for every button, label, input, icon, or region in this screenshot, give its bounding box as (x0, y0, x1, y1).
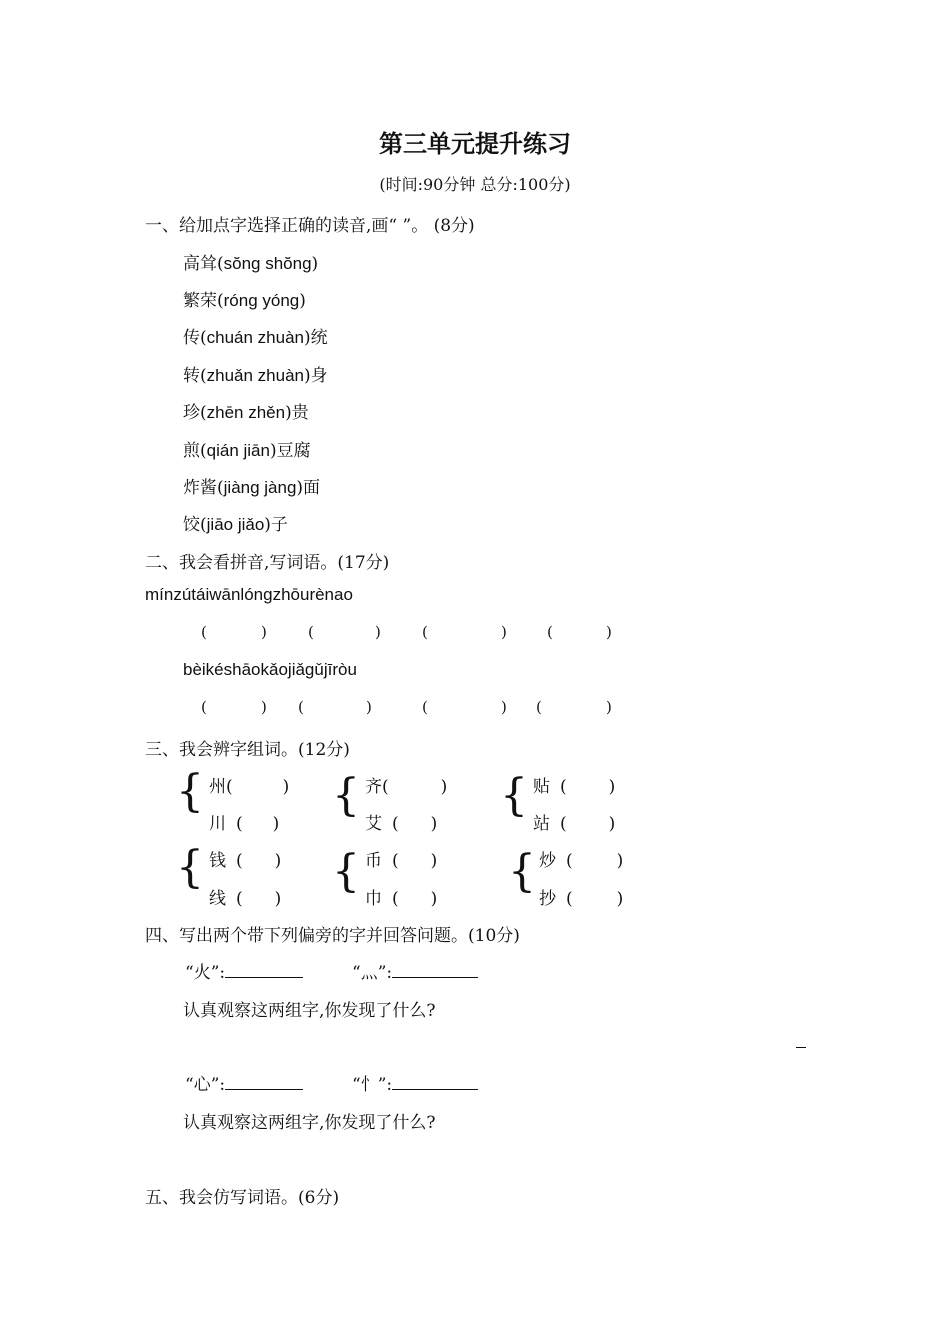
section-1-heading: 一、给加点字选择正确的读音,画“ ”。 (8分) (145, 216, 475, 236)
char-item: 艾 ( ) (365, 814, 438, 834)
char-item: 币 ( ) (365, 851, 438, 871)
pinyin-row-1: mínzútáiwānlóngzhōurènao (145, 585, 353, 604)
answer-paren-open: ( (298, 698, 304, 716)
char-item: 抄 ( ) (539, 889, 624, 909)
section-5-heading: 五、我会仿写词语。(6分) (145, 1188, 340, 1208)
radical-fire-prompt: “火”: (185, 958, 303, 983)
divider (796, 1047, 806, 1048)
answer-paren-close: ) (501, 623, 507, 641)
char-item: 线 ( ) (209, 889, 282, 909)
char-item: 川 ( ) (209, 814, 280, 834)
answer-paren-open: ( (547, 623, 553, 641)
answer-paren-open: ( (422, 698, 428, 716)
answer-line[interactable] (392, 1073, 478, 1090)
answer-paren-close: ) (366, 698, 372, 716)
brace: { (332, 770, 360, 821)
answer-paren-close: ) (261, 623, 267, 641)
answer-paren-close: ) (606, 698, 612, 716)
answer-line[interactable] (225, 961, 303, 978)
answer-paren-close: ) (606, 623, 612, 641)
radical-fire-dots-prompt: “灬”: (352, 958, 478, 983)
brace: { (176, 842, 204, 893)
brace: { (508, 846, 536, 897)
char-item: 炒 ( ) (539, 851, 624, 871)
char-item: 贴 ( ) (533, 777, 616, 797)
brace: { (332, 846, 360, 897)
char-item: 齐( ) (365, 777, 448, 797)
answer-paren-open: ( (422, 623, 428, 641)
section-4-heading: 四、写出两个带下列偏旁的字并回答问题。(10分) (145, 926, 520, 946)
brace: { (176, 766, 204, 817)
list-item: 炸酱(jiàng jàng)面 (183, 478, 321, 498)
list-item: 繁荣(róng yóng) (183, 291, 306, 311)
answer-paren-open: ( (201, 623, 207, 641)
char-item: 州( ) (209, 777, 290, 797)
list-item: 高耸(sŏng shŏng) (183, 254, 319, 274)
answer-paren-open: ( (308, 623, 314, 641)
section-2-heading: 二、我会看拼音,写词语。(17分) (145, 553, 390, 573)
char-item: 钱 ( ) (209, 851, 282, 871)
char-item: 巾 ( ) (365, 889, 438, 909)
answer-paren-open: ( (536, 698, 542, 716)
answer-line[interactable] (225, 1073, 303, 1090)
brace: { (500, 770, 528, 821)
list-item: 珍(zhēn zhěn)贵 (183, 403, 309, 423)
char-item: 站 ( ) (533, 814, 616, 834)
question-text: 认真观察这两组字,你发现了什么? (183, 1001, 436, 1021)
radical-heart-side-prompt: “忄”: (352, 1070, 478, 1095)
question-text: 认真观察这两组字,你发现了什么? (183, 1113, 436, 1133)
answer-line[interactable] (392, 961, 478, 978)
list-item: 饺(jiāo jiǎo)子 (183, 515, 288, 535)
page-title: 第三单元提升练习 (379, 129, 571, 158)
list-item: 传(chuán zhuàn)统 (183, 328, 328, 348)
radical-heart-prompt: “心”: (185, 1070, 303, 1095)
answer-paren-open: ( (201, 698, 207, 716)
pinyin-row-2: bèikéshāokǎojiǎgǔjīròu (183, 660, 357, 679)
exam-info: (时间:90分钟 总分:100分) (379, 175, 571, 194)
answer-paren-close: ) (375, 623, 381, 641)
answer-paren-close: ) (501, 698, 507, 716)
list-item: 转(zhuǎn zhuàn)身 (183, 366, 328, 386)
section-3-heading: 三、我会辨字组词。(12分) (145, 740, 350, 760)
list-item: 煎(qián jiān)豆腐 (183, 441, 311, 461)
answer-paren-close: ) (261, 698, 267, 716)
